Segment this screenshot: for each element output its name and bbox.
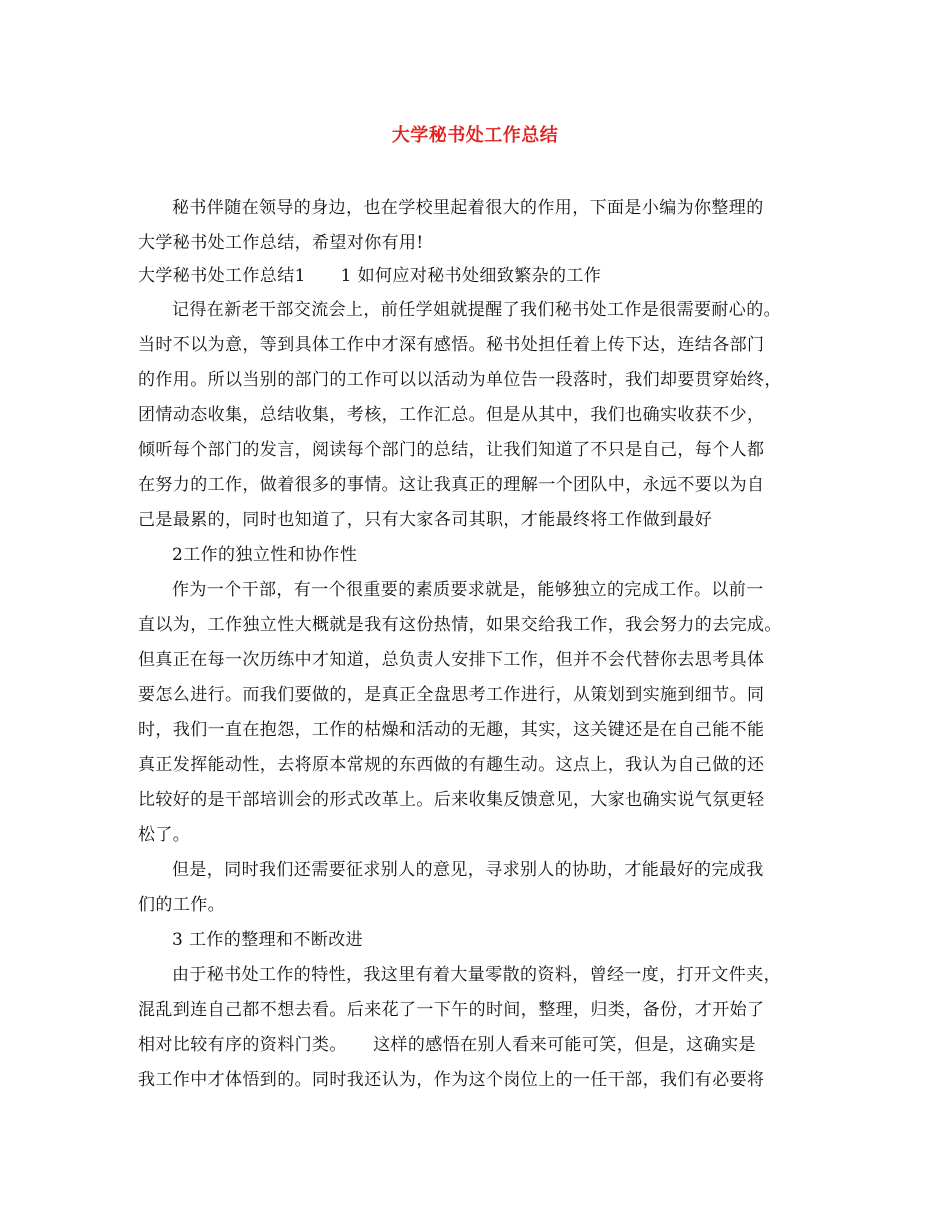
paragraph-line: 在努力的工作，做着很多的事情。这让我真正的理解一个团队中，永远不要以为自	[138, 475, 765, 495]
section-heading-line: 大学秘书处工作总结1 1 如何应对秘书处细致繁杂的工作	[138, 266, 602, 286]
paragraph-line: 直以为，工作独立性大概就是我有这份热情，如果交给我工作，我会努力的去完成。	[138, 615, 782, 635]
section-heading: 2工作的独立性和协作性	[172, 545, 358, 565]
paragraph-line: 比较好的是干部培训会的形式改革上。后来收集反馈意见，大家也确实说气氛更轻	[138, 790, 765, 810]
paragraph-line: 真正发挥能动性，去将原本常规的东西做的有趣生动。这点上，我认为自己做的还	[138, 755, 765, 775]
document-title: 大学秘书处工作总结	[391, 125, 559, 146]
paragraph-line: 当时不以为意，等到具体工作中才深有感悟。秘书处担任着上传下达，连结各部门	[138, 335, 765, 355]
paragraph-line: 相对比较有序的资料门类。 这样的感悟在别人看来可能可笑，但是，这确实是	[138, 1035, 756, 1055]
paragraph-line: 我工作中才体悟到的。同时我还认为，作为这个岗位上的一任干部，我们有必要将	[138, 1070, 765, 1090]
paragraph-line: 时，我们一直在抱怨，工作的枯燥和活动的无趣，其实，这关键还是在自己能不能	[138, 720, 765, 740]
paragraph-line: 的作用。所以当别的部门的工作可以以活动为单位告一段落时，我们却要贯穿始终，	[138, 370, 782, 390]
paragraph-line: 由于秘书处工作的特性，我这里有着大量零散的资料，曾经一度，打开文件夹，	[172, 965, 781, 985]
paragraph-line: 松了。	[138, 825, 191, 845]
paragraph-line: 作为一个干部，有一个很重要的素质要求就是，能够独立的完成工作。以前一	[172, 580, 764, 600]
paragraph-line: 们的工作。	[138, 895, 225, 915]
paragraph-line: 但真正在每一次历练中才知道，总负责人安排下工作，但并不会代替你去思考具体	[138, 650, 765, 670]
paragraph-line: 要怎么进行。而我们要做的，是真正全盘思考工作进行，从策划到实施到细节。同	[138, 685, 765, 705]
section-heading: 3 工作的整理和不断改进	[172, 930, 364, 950]
paragraph-line: 团情动态收集，总结收集，考核，工作汇总。但是从其中，我们也确实收获不少，	[138, 405, 765, 425]
paragraph-line: 倾听每个部门的发言，阅读每个部门的总结，让我们知道了不只是自己，每个人都	[138, 440, 765, 460]
paragraph-line: 己是最累的，同时也知道了，只有大家各司其职，才能最终将工作做到最好	[138, 510, 713, 530]
paragraph-line: 秘书伴随在领导的身边，也在学校里起着很大的作用，下面是小编为你整理的	[172, 198, 764, 218]
paragraph-line: 但是，同时我们还需要征求别人的意见，寻求别人的协助，才能最好的完成我	[172, 860, 764, 880]
paragraph-line: 记得在新老干部交流会上，前任学姐就提醒了我们秘书处工作是很需要耐心的。	[172, 300, 781, 320]
paragraph-line: 混乱到连自己都不想去看。后来花了一下午的时间，整理，归类，备份，才开始了	[138, 1000, 765, 1020]
paragraph-line: 大学秘书处工作总结，希望对你有用!	[138, 233, 424, 253]
